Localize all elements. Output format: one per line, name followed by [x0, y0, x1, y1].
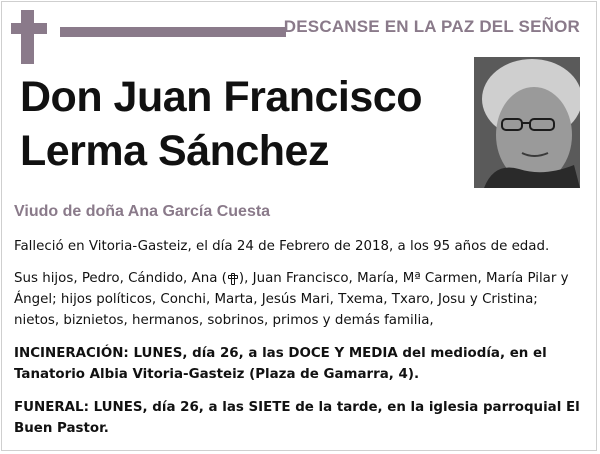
name-line-1: Don Juan Francisco [20, 73, 422, 121]
family-part-2: ), Juan Francisco, María, Mª Carmen, María Pilar y Ángel; hijos políticos, Conchi, Marta, Jesús Mari, Txema, Txaro, Josu y Cristina; nietos, biznietos, hermanos, sobrinos, primos y demás familia, [14, 271, 569, 328]
deceased-name [20, 70, 450, 178]
widow-of: Viudo de doña Ana García Cuesta [14, 203, 271, 220]
death-notice: Falleció en Vitoria-Gasteiz, el día 24 de Febrero de 2018, a los 95 años de edad. [14, 239, 550, 254]
funeral-details: FUNERAL: LUNES, día 26, a las SIETE de la tarde, en la iglesia parroquial El Buen Pastor. [14, 400, 580, 436]
family-part-1: Sus hijos, Pedro, Cándido, Ana ( [14, 271, 227, 286]
family-list [14, 268, 586, 331]
portrait-photo [474, 57, 580, 188]
header-title: DESCANSE EN LA PAZ DEL SEÑOR [283, 17, 580, 36]
header-rule [60, 27, 286, 37]
name-line-2: Lerma Sánchez [20, 127, 329, 175]
small-cross-icon [228, 273, 238, 283]
cremation-details: INCINERACIÓN: LUNES, día 26, a las DOCE Y MEDIA del mediodía, en el Tanatorio Albia Vitoria-Gasteiz (Plaza de Gamarra, 4). [14, 346, 547, 382]
